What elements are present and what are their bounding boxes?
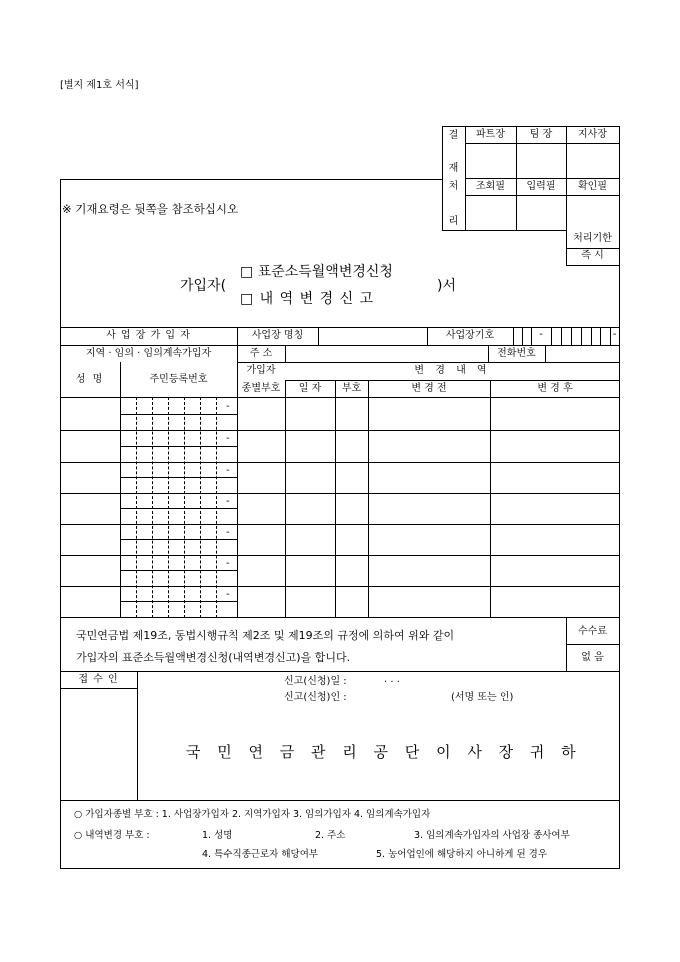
- rrn-dash: -: [226, 527, 230, 538]
- rrn-dash: -: [226, 558, 230, 569]
- title-option-income-change[interactable]: □ 표준소득월액변경신청: [240, 264, 393, 280]
- approval-label-3: 처: [448, 181, 459, 192]
- date-header: 일 자: [298, 383, 322, 394]
- notes-member-type: ○ 가입자종별 부호 : 1. 사업장가입자 2. 지역가입자 3. 임의가입자 4. 임의계속가입자: [74, 809, 431, 820]
- declaration-line-1: 국민연금법 제19조, 동법시행규칙 제2조 및 제19조의 규정에 의하여 위와 같이: [76, 629, 455, 642]
- form-label: [별지 제1호 서식]: [60, 80, 139, 91]
- rrn-header: 주민등록번호: [149, 374, 208, 385]
- approval-branch-head: 지사장: [578, 129, 607, 140]
- rrn-dash: -: [226, 465, 230, 476]
- phone-field[interactable]: [546, 346, 619, 362]
- approval-label-1: 결: [448, 130, 459, 141]
- address-label: 주 소: [249, 348, 273, 359]
- address-field[interactable]: [286, 346, 487, 362]
- after-header: 변 경 후: [537, 383, 573, 394]
- notes-code-4: 4. 특수직종근로자 해당여부: [202, 849, 319, 860]
- approval-inquiry: 조회필: [476, 181, 505, 192]
- approval-part-leader: 파트장: [476, 129, 505, 140]
- approval-team-leader: 팀 장: [529, 129, 553, 140]
- notes-code-3: 3. 임의계속가입자의 사업장 종사여부: [414, 830, 570, 841]
- before-header: 변 경 전: [411, 383, 447, 394]
- recipient: 국 민 연 금 관 리 공 단 이 사 장 귀 하: [186, 743, 582, 761]
- title-prefix: 가입자(: [180, 278, 227, 294]
- workplace-code-label: 사업장기호: [445, 330, 495, 341]
- workplace-name-label: 사업장 명칭: [251, 330, 304, 341]
- approval-label-4: 리: [448, 216, 459, 227]
- report-date-label: 신고(신청)일 :: [284, 676, 347, 687]
- changes-header: 변 경 내 역: [414, 365, 491, 376]
- deadline-label: 처리기한: [573, 233, 612, 244]
- workplace-name-field[interactable]: [319, 328, 426, 344]
- approval-confirm: 확인필: [578, 181, 607, 192]
- phone-label: 전화번호: [497, 348, 536, 359]
- rrn-dash: -: [226, 496, 230, 507]
- approval-input: 입력필: [526, 181, 556, 192]
- name-header: 성 명: [75, 374, 105, 385]
- rrn-dash: -: [226, 401, 230, 412]
- instruction-text: ※ 기재요령은 뒷쪽을 참조하십시오: [62, 202, 239, 216]
- workplace-code-dash-2: -: [612, 329, 617, 340]
- signature-field[interactable]: (서명 또는 인): [451, 692, 514, 703]
- member-type-header-bottom: 종별부호: [241, 383, 281, 394]
- fee-label: 수수료: [578, 626, 607, 637]
- rrn-dash: -: [226, 433, 230, 444]
- title-option-details-change[interactable]: □ 내 역 변 경 신 고: [240, 291, 375, 307]
- rrn-dash: -: [226, 589, 230, 600]
- reporter-label: 신고(신청)인 :: [284, 692, 347, 703]
- code-header: 부호: [341, 383, 362, 394]
- approval-label-2: 재: [448, 163, 459, 174]
- report-date-dots[interactable]: . . .: [384, 674, 400, 685]
- notes-code-2: 2. 주소: [315, 830, 346, 841]
- declaration-line-2: 가입자의 표준소득월액변경신청(내역변경신고)을 합니다.: [76, 651, 351, 664]
- workplace-code-dash-1: -: [539, 329, 543, 340]
- notes-change-code-label: ○ 내역변경 부호 :: [74, 830, 150, 841]
- workplace-member-label: 사 업 장 가 입 자: [106, 330, 191, 341]
- title-suffix: )서: [437, 278, 456, 294]
- data-rows-entry-area[interactable]: [61, 398, 619, 617]
- regional-member-label: 지역 · 임의 · 임의계속가입자: [85, 348, 212, 359]
- notes-code-5: 5. 농어업인에 해당하지 아니하게 된 경우: [376, 849, 547, 860]
- member-type-header-top: 가입자: [246, 365, 276, 376]
- fee-value: 없 음: [581, 652, 604, 663]
- receipt-label: 접 수 인: [78, 674, 119, 685]
- notes-code-1: 1. 성명: [202, 830, 233, 841]
- deadline-value: 즉 시: [581, 250, 604, 261]
